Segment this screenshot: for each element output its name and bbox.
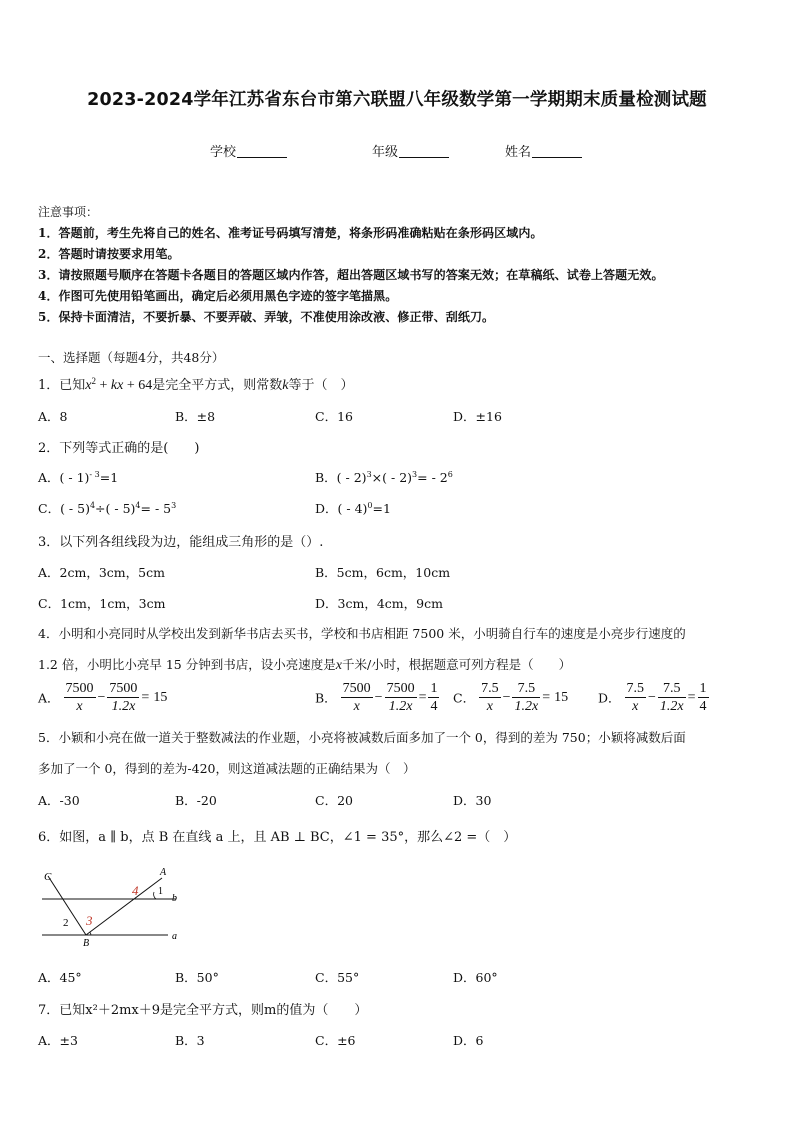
question-4-line-1: 4．小明和小亮同时从学校出发到新华书店去买书，学校和书店相距 7500 米，小明骑自行车的速度是小亮步行速度的 <box>38 626 686 641</box>
q5-option-c[interactable]: C．20 <box>315 793 353 808</box>
q5-option-a[interactable]: A．-30 <box>38 793 80 808</box>
q3-option-d[interactable]: D．3cm，4cm，9cm <box>315 596 443 611</box>
q6-option-c[interactable]: C．55° <box>315 970 360 985</box>
grade-label: 年级 <box>372 145 399 160</box>
note-item: 4．作图可先使用铅笔画出，确定后必须用黑色字迹的签字笔描黑。 <box>38 289 398 303</box>
q1-option-c[interactable]: C．16 <box>315 409 353 424</box>
q6-option-d[interactable]: D．60° <box>453 970 498 985</box>
q2-option-c[interactable]: C．( - $5)^4\div( - 5)^4= - 5^3$ <box>38 501 177 516</box>
q6-figure <box>38 862 188 950</box>
school-field[interactable] <box>210 141 287 160</box>
question-4-line-2: 1.2 倍，小明比小亮早 15 分钟到书店，设小亮速度是x千米/小时，根据题意可列方程是（ ） <box>38 657 572 673</box>
label-angle-4: 4 <box>132 883 139 898</box>
question-3: 3．以下列各组线段为边，能组成三角形的是（）. <box>38 535 324 550</box>
note-item: 3．请按照题号顺序在答题卡各题目的答题区域内作答，超出答题区域书写的答案无效；在草稿纸、试卷上答题无效。 <box>38 268 664 282</box>
question-1: 1．已知$x^2$ + kx + 64是完全平方式，则常数k等于（ ） <box>38 376 354 393</box>
q4-option-a[interactable]: A． $\frac{7500}{x}$ − $\frac{7500}{1.2x}$ = 15 <box>38 681 168 714</box>
grade-field[interactable] <box>372 141 449 160</box>
school-label: 学校 <box>210 145 237 160</box>
q5-option-d[interactable]: D．30 <box>453 793 492 808</box>
label-angle-1: 1 <box>158 886 163 897</box>
q4-option-d[interactable]: D． $\frac{7.5}{x}$ − $\frac{7.5}{1.2x}$ = $\frac{1}{4}$ <box>598 681 707 714</box>
label-b-point: B <box>83 938 90 949</box>
segment-ba <box>86 878 162 935</box>
page-title: 2023-2024学年江苏省东台市第六联盟八年级数学第一学期期末质量检测试题 <box>87 90 707 110</box>
label-line-a: a <box>172 931 177 942</box>
q3-option-b[interactable]: B．5cm，6cm，10cm <box>315 565 451 580</box>
note-item: 5．保持卡面清洁，不要折暴、不要弄破、弄皱，不准使用涂改液、修正带、刮纸刀。 <box>38 310 495 324</box>
q3-option-c[interactable]: C．1cm，1cm，3cm <box>38 596 166 611</box>
note-item: 2．答题时请按要求用笔。 <box>38 247 180 261</box>
question-6: 6．如图，a ∥ b，点 B 在直线 a 上，且 AB ⊥ BC，∠1 = 35°，那么∠2 =（ ） <box>38 830 517 845</box>
name-label: 姓名 <box>505 145 532 160</box>
note-item: 1．答题前，考生先将自己的姓名、准考证号码填写清楚，将条形码准确粘贴在条形码区域内。 <box>38 226 543 240</box>
question-7: 7．已知x²＋2mx＋9是完全平方式，则m的值为（ ） <box>38 1003 368 1018</box>
q6-option-a[interactable]: A．45° <box>38 970 82 985</box>
section-heading: 一、选择题（每题4分，共48分） <box>38 350 225 365</box>
q1-option-b[interactable]: B．±8 <box>175 409 216 424</box>
q2-option-a[interactable]: A．( - 1)$^{- 3}$=1 <box>38 470 119 485</box>
q7-option-d[interactable]: D．6 <box>453 1033 484 1048</box>
q3-option-a[interactable]: A．2cm，3cm，5cm <box>38 565 165 580</box>
label-line-b: b <box>172 893 177 904</box>
q2-option-b[interactable]: B．( - $2)^3\times( - 2)^3= - 2^6$ <box>315 470 453 485</box>
q1-option-a[interactable]: A．8 <box>38 409 68 424</box>
question-5-line-2: 多加了一个 0，得到的差为-420，则这道减法题的正确结果为（ ） <box>38 761 416 776</box>
label-angle-2: 2 <box>63 917 69 929</box>
label-c: C <box>44 871 52 883</box>
q2-option-d[interactable]: D．( - 4)$^0$=1 <box>315 501 391 516</box>
q6-option-b[interactable]: B．50° <box>175 970 219 985</box>
question-5-line-1: 5．小颖和小亮在做一道关于整数减法的作业题，小亮将被减数后面多加了一个 0，得到的差为 750；小颖将减数后面 <box>38 730 686 745</box>
q4-option-b[interactable]: B． $\frac{7500}{x}$ − $\frac{7500}{1.2x}$ = $\frac{1}{4}$ <box>315 681 438 714</box>
q5-option-b[interactable]: B．-20 <box>175 793 217 808</box>
q1-option-d[interactable]: D．±16 <box>453 409 502 424</box>
label-angle-3: 3 <box>86 913 93 928</box>
name-field[interactable] <box>505 141 582 160</box>
notes-heading: 注意事项： <box>38 205 99 219</box>
q4-option-c[interactable]: C． $\frac{7.5}{x}$ − $\frac{7.5}{1.2x}$ = 15 <box>453 681 569 714</box>
q7-option-b[interactable]: B．3 <box>175 1033 205 1048</box>
q7-option-c[interactable]: C．±6 <box>315 1033 356 1048</box>
q7-option-a[interactable]: A．±3 <box>38 1033 78 1048</box>
question-2: 2．下列等式正确的是( ) <box>38 441 200 456</box>
label-a-point: A <box>160 867 167 878</box>
